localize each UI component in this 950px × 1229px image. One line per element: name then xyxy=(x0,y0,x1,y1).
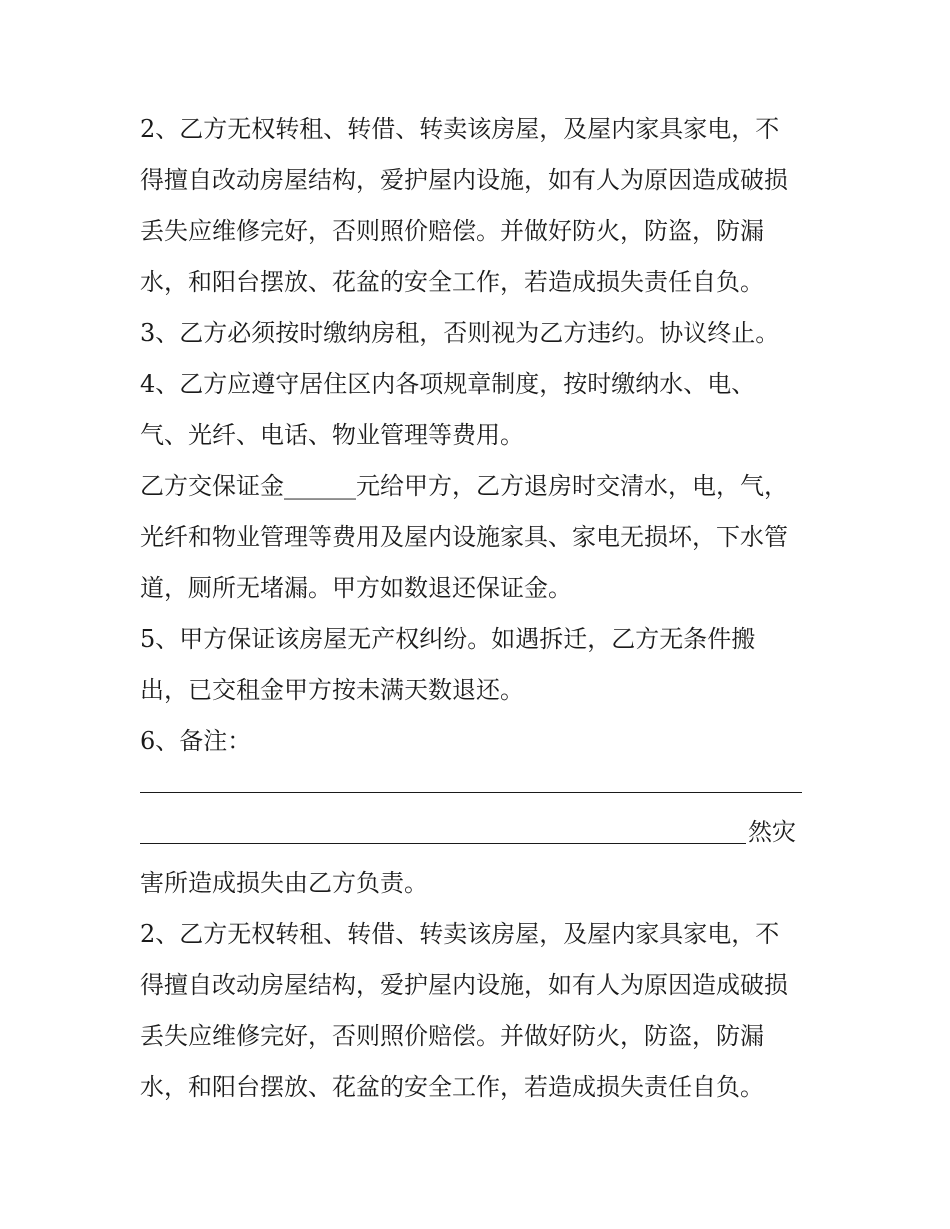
clause-2-line-3: 丢失应维修完好，否则照价赔偿。并做好防火，防盗，防漏 xyxy=(140,217,764,245)
remarks-continuation: 害所造成损失由乙方负责。 xyxy=(140,869,428,897)
deposit-line-1: 乙方交保证金______元给甲方，乙方退房时交清水，电，气， xyxy=(140,472,788,500)
clause-4-line-2: 气、光纤、电话、物业管理等费用。 xyxy=(140,421,524,449)
repeat-clause-2-line-2: 得擅自改动房屋结构，爱护屋内设施，如有人为原因造成破损 xyxy=(140,971,788,999)
remarks-blank-line-1 xyxy=(140,792,802,793)
remarks-blank-line-2 xyxy=(140,843,746,844)
repeat-clause-2-line-3: 丢失应维修完好，否则照价赔偿。并做好防火，防盗，防漏 xyxy=(140,1022,764,1050)
repeat-clause-2-line-4: 水，和阳台摆放、花盆的安全工作，若造成损失责任自负。 xyxy=(140,1073,764,1101)
clause-2-line-2: 得擅自改动房屋结构，爱护屋内设施，如有人为原因造成破损 xyxy=(140,166,788,194)
clause-2-line-4: 水，和阳台摆放、花盆的安全工作，若造成损失责任自负。 xyxy=(140,268,764,296)
clause-5-line-1: 5、甲方保证该房屋无产权纠纷。如遇拆迁，乙方无条件搬 xyxy=(140,625,756,653)
clause-5-line-2: 出，已交租金甲方按未满天数退还。 xyxy=(140,676,524,704)
clause-6-remarks: 6、备注： xyxy=(140,727,252,755)
remarks-line-2-tail: 然灾 xyxy=(748,818,796,846)
deposit-line-2: 光纤和物业管理等费用及屋内设施家具、家电无损坏，下水管 xyxy=(140,523,788,551)
deposit-line-3: 道，厕所无堵漏。甲方如数退还保证金。 xyxy=(140,574,572,602)
clause-3-line: 3、乙方必须按时缴纳房租，否则视为乙方违约。协议终止。 xyxy=(140,319,780,347)
repeat-clause-2-line-1: 2、乙方无权转租、转借、转卖该房屋，及屋内家具家电，不 xyxy=(140,920,780,948)
clause-4-line-1: 4、乙方应遵守居住区内各项规章制度，按时缴纳水、电、 xyxy=(140,370,756,398)
clause-2-line-1: 2、乙方无权转租、转借、转卖该房屋，及屋内家具家电，不 xyxy=(140,115,780,143)
